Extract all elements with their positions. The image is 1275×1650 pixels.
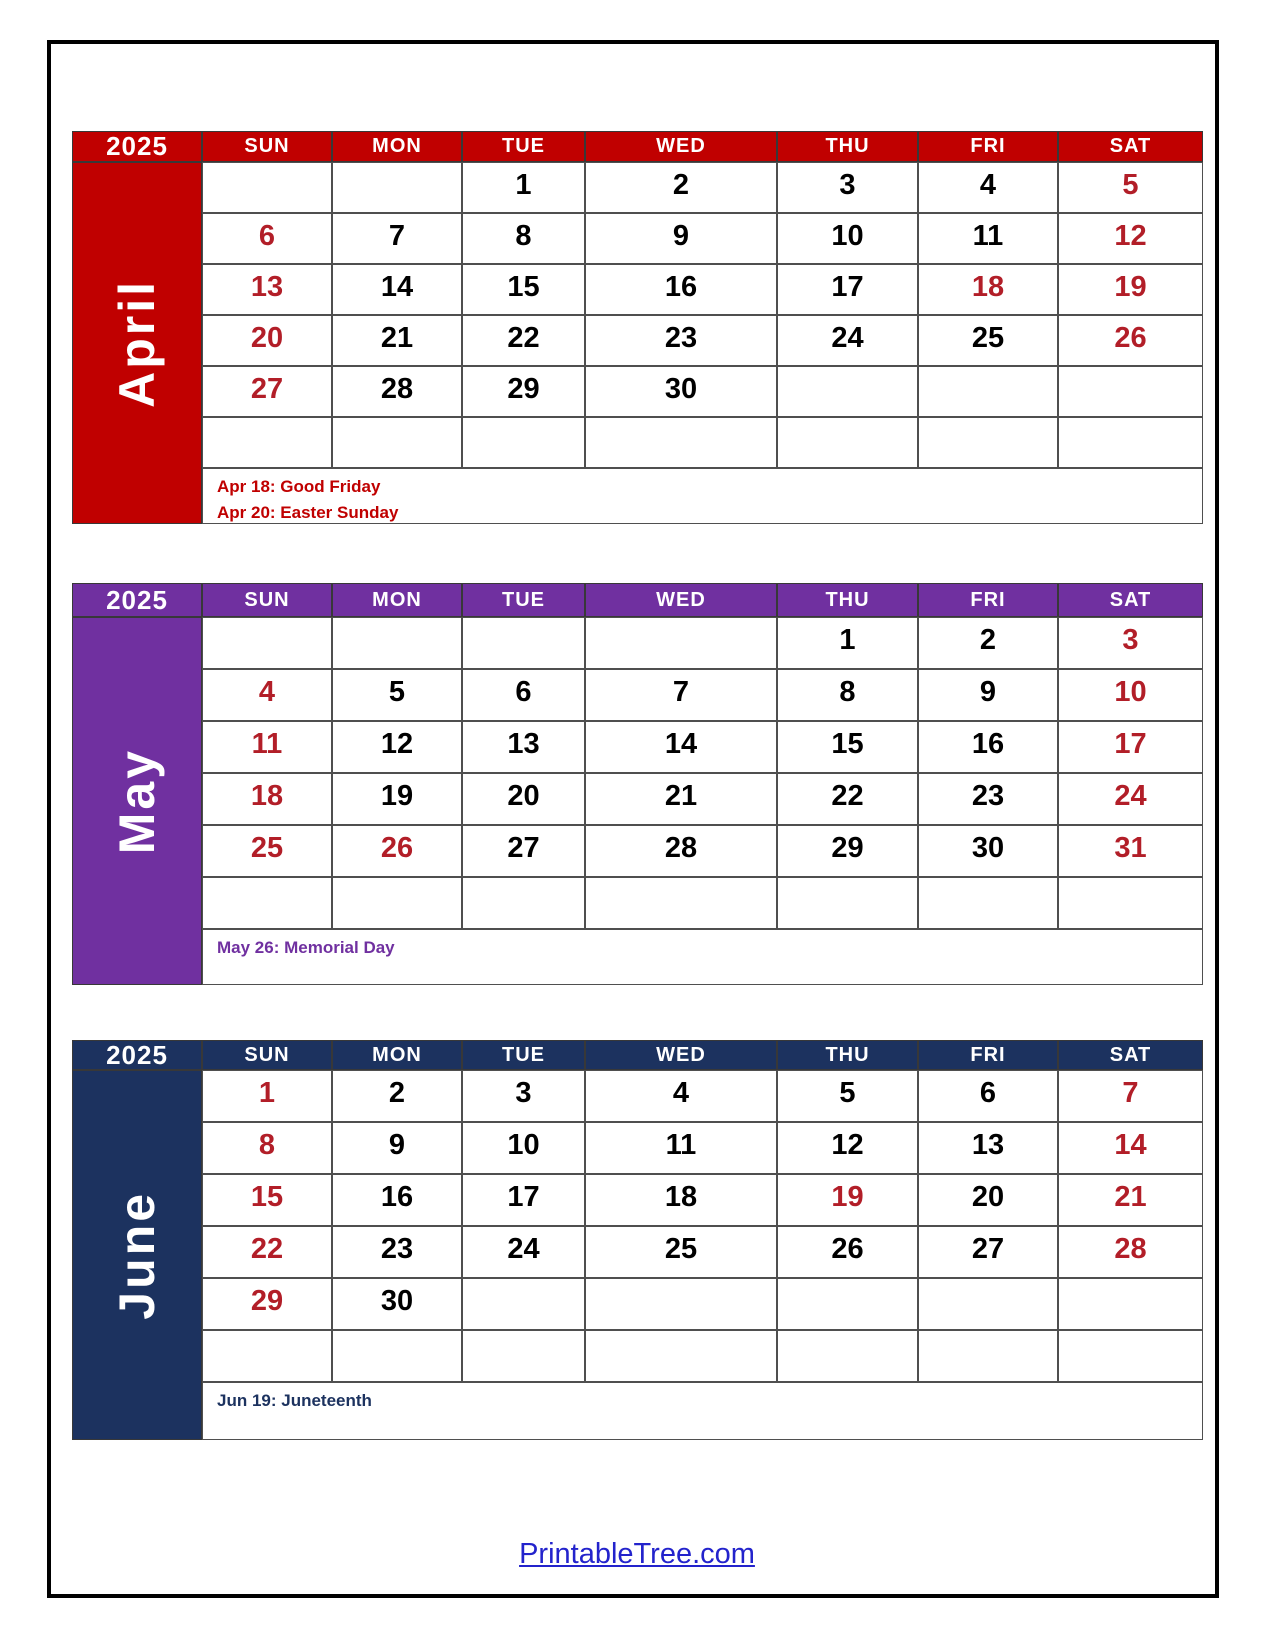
date-cell: 4: [918, 162, 1058, 213]
weekday-header-sun: SUN: [202, 1040, 332, 1070]
weekday-header-fri: FRI: [918, 583, 1058, 617]
date-cell: 13: [918, 1122, 1058, 1174]
weekday-header-sat: SAT: [1058, 583, 1203, 617]
date-cell: 17: [462, 1174, 585, 1226]
empty-date-cell: [202, 1330, 332, 1382]
date-cell: 24: [462, 1226, 585, 1278]
date-cell: 26: [777, 1226, 918, 1278]
date-cell: 14: [585, 721, 777, 773]
date-cell: 9: [918, 669, 1058, 721]
date-cell: 13: [462, 721, 585, 773]
date-cell: 19: [1058, 264, 1203, 315]
holiday-notes: [202, 1382, 1203, 1440]
month-name: June: [109, 1190, 165, 1320]
date-cell: 25: [202, 825, 332, 877]
empty-date-cell: [332, 1330, 462, 1382]
empty-date-cell: [585, 877, 777, 929]
date-cell: 12: [1058, 213, 1203, 264]
date-cell: 20: [202, 315, 332, 366]
year-label: 2025: [72, 1040, 202, 1070]
empty-date-cell: [1058, 1278, 1203, 1330]
date-cell: 29: [462, 366, 585, 417]
weekday-header-mon: MON: [332, 583, 462, 617]
date-cell: 4: [202, 669, 332, 721]
date-cell: 12: [777, 1122, 918, 1174]
empty-date-cell: [462, 1330, 585, 1382]
date-cell: 18: [585, 1174, 777, 1226]
empty-date-cell: [777, 877, 918, 929]
weekday-header-wed: WED: [585, 583, 777, 617]
weekday-header-sat: SAT: [1058, 1040, 1203, 1070]
date-cell: 26: [332, 825, 462, 877]
date-cell: 9: [585, 213, 777, 264]
date-cell: 4: [585, 1070, 777, 1122]
holiday-note: Apr 18: Good Friday: [217, 477, 381, 496]
date-cell: 15: [462, 264, 585, 315]
date-cell: 15: [202, 1174, 332, 1226]
date-cell: 30: [918, 825, 1058, 877]
empty-date-cell: [202, 417, 332, 468]
date-cell: 1: [462, 162, 585, 213]
date-cell: 10: [777, 213, 918, 264]
date-cell: 5: [332, 669, 462, 721]
weekday-header-wed: WED: [585, 1040, 777, 1070]
date-cell: 15: [777, 721, 918, 773]
date-cell: 30: [332, 1278, 462, 1330]
holiday-note: Apr 20: Easter Sunday: [217, 502, 399, 522]
date-cell: 2: [918, 617, 1058, 669]
weekday-header-tue: TUE: [462, 583, 585, 617]
empty-date-cell: [462, 1278, 585, 1330]
date-cell: 6: [918, 1070, 1058, 1122]
date-cell: 22: [777, 773, 918, 825]
empty-date-cell: [918, 1278, 1058, 1330]
weekday-header-tue: TUE: [462, 1040, 585, 1070]
date-cell: 26: [1058, 315, 1203, 366]
date-cell: 23: [332, 1226, 462, 1278]
date-cell: 8: [462, 213, 585, 264]
empty-date-cell: [585, 417, 777, 468]
date-cell: 9: [332, 1122, 462, 1174]
date-cell: 27: [202, 366, 332, 417]
empty-date-cell: [777, 1278, 918, 1330]
empty-date-cell: [585, 1278, 777, 1330]
empty-date-cell: [332, 417, 462, 468]
date-cell: 30: [585, 366, 777, 417]
date-cell: 2: [332, 1070, 462, 1122]
date-cell: 14: [1058, 1122, 1203, 1174]
date-cell: 1: [202, 1070, 332, 1122]
month-name-sidebar: [72, 1070, 202, 1440]
date-cell: 3: [777, 162, 918, 213]
date-cell: 6: [202, 213, 332, 264]
date-cell: 22: [202, 1226, 332, 1278]
calendar-month-may: [72, 583, 1203, 985]
date-cell: 21: [332, 315, 462, 366]
empty-date-cell: [202, 617, 332, 669]
date-cell: 8: [202, 1122, 332, 1174]
weekday-header-thu: THU: [777, 583, 918, 617]
weekday-header-sun: SUN: [202, 583, 332, 617]
date-cell: 10: [462, 1122, 585, 1174]
date-cell: 24: [777, 315, 918, 366]
empty-date-cell: [1058, 366, 1203, 417]
calendar-month-april: [72, 131, 1203, 524]
date-cell: 28: [1058, 1226, 1203, 1278]
empty-date-cell: [1058, 417, 1203, 468]
empty-date-cell: [585, 1330, 777, 1382]
calendar-month-june: [72, 1040, 1203, 1440]
date-cell: 7: [1058, 1070, 1203, 1122]
date-cell: 3: [462, 1070, 585, 1122]
month-name-sidebar: [72, 162, 202, 524]
empty-date-cell: [202, 162, 332, 213]
holiday-notes: [202, 929, 1203, 985]
empty-date-cell: [585, 617, 777, 669]
date-cell: 16: [332, 1174, 462, 1226]
date-cell: 28: [585, 825, 777, 877]
date-cell: 6: [462, 669, 585, 721]
date-cell: 11: [202, 721, 332, 773]
date-cell: 17: [1058, 721, 1203, 773]
empty-date-cell: [332, 617, 462, 669]
date-cell: 3: [1058, 617, 1203, 669]
empty-date-cell: [1058, 877, 1203, 929]
date-cell: 11: [585, 1122, 777, 1174]
empty-date-cell: [462, 417, 585, 468]
empty-date-cell: [918, 1330, 1058, 1382]
weekday-header-wed: WED: [585, 131, 777, 162]
date-cell: 1: [777, 617, 918, 669]
empty-date-cell: [462, 617, 585, 669]
holiday-note: May 26: Memorial Day: [217, 938, 395, 957]
date-cell: 20: [918, 1174, 1058, 1226]
month-name-sidebar: [72, 617, 202, 985]
date-cell: 21: [1058, 1174, 1203, 1226]
weekday-header-thu: THU: [777, 131, 918, 162]
date-cell: 27: [462, 825, 585, 877]
date-cell: 27: [918, 1226, 1058, 1278]
date-cell: 18: [202, 773, 332, 825]
date-cell: 19: [777, 1174, 918, 1226]
empty-date-cell: [918, 366, 1058, 417]
date-cell: 22: [462, 315, 585, 366]
empty-date-cell: [202, 877, 332, 929]
empty-date-cell: [332, 162, 462, 213]
weekday-header-tue: TUE: [462, 131, 585, 162]
date-cell: 25: [585, 1226, 777, 1278]
holiday-notes: [202, 468, 1203, 524]
date-cell: 5: [1058, 162, 1203, 213]
month-name: May: [109, 747, 165, 855]
date-cell: 31: [1058, 825, 1203, 877]
date-cell: 28: [332, 366, 462, 417]
footer: [47, 1538, 1227, 1571]
date-cell: 12: [332, 721, 462, 773]
empty-date-cell: [777, 366, 918, 417]
weekday-header-mon: MON: [332, 131, 462, 162]
date-cell: 18: [918, 264, 1058, 315]
empty-date-cell: [918, 417, 1058, 468]
year-label: 2025: [72, 583, 202, 617]
empty-date-cell: [777, 417, 918, 468]
date-cell: 7: [332, 213, 462, 264]
month-name: April: [109, 278, 165, 408]
weekday-header-fri: FRI: [918, 1040, 1058, 1070]
weekday-header-sun: SUN: [202, 131, 332, 162]
date-cell: 23: [585, 315, 777, 366]
date-cell: 21: [585, 773, 777, 825]
date-cell: 20: [462, 773, 585, 825]
weekday-header-mon: MON: [332, 1040, 462, 1070]
weekday-header-thu: THU: [777, 1040, 918, 1070]
footer-link[interactable]: PrintableTree.com: [519, 1538, 755, 1570]
date-cell: 29: [777, 825, 918, 877]
empty-date-cell: [332, 877, 462, 929]
weekday-header-sat: SAT: [1058, 131, 1203, 162]
date-cell: 13: [202, 264, 332, 315]
date-cell: 25: [918, 315, 1058, 366]
date-cell: 5: [777, 1070, 918, 1122]
empty-date-cell: [777, 1330, 918, 1382]
date-cell: 11: [918, 213, 1058, 264]
date-cell: 2: [585, 162, 777, 213]
year-label: 2025: [72, 131, 202, 162]
holiday-note: Jun 19: Juneteenth: [217, 1391, 372, 1410]
date-cell: 14: [332, 264, 462, 315]
date-cell: 10: [1058, 669, 1203, 721]
empty-date-cell: [1058, 1330, 1203, 1382]
date-cell: 19: [332, 773, 462, 825]
date-cell: 23: [918, 773, 1058, 825]
date-cell: 16: [918, 721, 1058, 773]
date-cell: 24: [1058, 773, 1203, 825]
date-cell: 29: [202, 1278, 332, 1330]
empty-date-cell: [462, 877, 585, 929]
weekday-header-fri: FRI: [918, 131, 1058, 162]
date-cell: 8: [777, 669, 918, 721]
date-cell: 7: [585, 669, 777, 721]
empty-date-cell: [918, 877, 1058, 929]
date-cell: 17: [777, 264, 918, 315]
date-cell: 16: [585, 264, 777, 315]
